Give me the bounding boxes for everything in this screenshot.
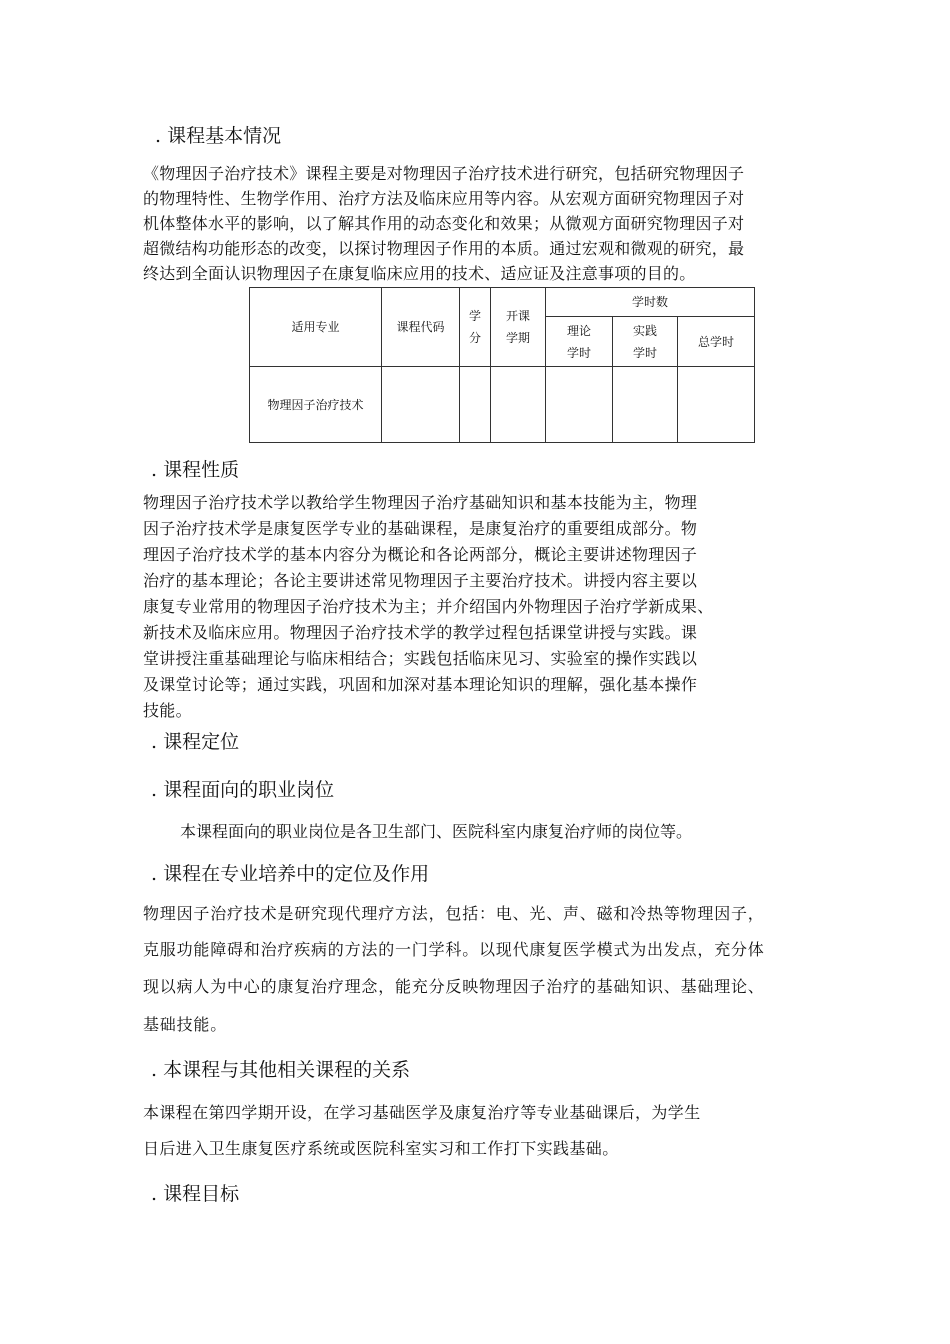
paragraph-line: 的物理特性、生物学作用、治疗方法及临床应用等内容。从宏观方面研究物理因子对 xyxy=(143,189,745,208)
paragraph-line: 基础技能。 xyxy=(143,1015,228,1034)
section-title-goals: . 课程目标 xyxy=(151,1183,240,1205)
paragraph-line: 《物理因子治疗技术》课程主要是对物理因子治疗技术进行研究，包括研究物理因子 xyxy=(143,164,745,183)
paragraph-line: 堂讲授注重基础理论与临床相结合；实践包括临床见习、实验室的操作实践以 xyxy=(143,649,698,668)
paragraph-line: 机体整体水平的影响，以了解其作用的动态变化和效果；从微观方面研究物理因子对 xyxy=(143,214,745,233)
cell-course-code xyxy=(382,367,460,443)
paragraph-line: 本课程面向的职业岗位是各卫生部门、医院科室内康复治疗师的岗位等。 xyxy=(180,822,693,841)
section-title-role: . 课程在专业培养中的定位及作用 xyxy=(151,863,430,885)
paragraph-line: 理因子治疗技术学的基本内容分为概论和各论两部分，概论主要讲述物理因子 xyxy=(143,545,698,564)
paragraph-line: 物理因子治疗技术是研究现代理疗方法，包括：电、光、声、磁和冷热等物理因子， xyxy=(143,904,765,923)
header-total-hours: 总学时 xyxy=(678,317,755,367)
paragraph-line: 终达到全面认识物理因子在康复临床应用的技术、适应证及注意事项的目的。 xyxy=(143,264,696,283)
section-title-career: . 课程面向的职业岗位 xyxy=(151,779,335,801)
header-theory-hours: 理论 学时 xyxy=(546,317,613,367)
cell-total-hours xyxy=(678,367,755,443)
cell-term xyxy=(491,367,546,443)
header-credit: 学 分 xyxy=(460,288,491,367)
paragraph-line: 物理因子治疗技术学以教给学生物理因子治疗基础知识和基本技能为主，物理 xyxy=(143,493,698,512)
cell-theory-hours xyxy=(546,367,613,443)
header-major: 适用专业 xyxy=(250,288,382,367)
paragraph-line: 康复专业常用的物理因子治疗技术为主；并介绍国内外物理因子治疗学新成果、 xyxy=(143,597,714,616)
paragraph-line: 超微结构功能形态的改变，以探讨物理因子作用的本质。通过宏观和微观的研究，最 xyxy=(143,239,745,258)
header-term: 开课 学期 xyxy=(491,288,546,367)
cell-practice-hours xyxy=(613,367,678,443)
header-course-code: 课程代码 xyxy=(382,288,460,367)
section-title-nature: . 课程性质 xyxy=(151,459,240,481)
section-title-positioning: . 课程定位 xyxy=(151,731,240,753)
paragraph-line: 因子治疗技术学是康复医学专业的基础课程，是康复治疗的重要组成部分。物 xyxy=(143,519,698,538)
section-title-basic-info: . 课程基本情况 xyxy=(155,125,282,147)
paragraph-line: 及课堂讨论等；通过实践，巩固和加深对基本理论知识的理解，强化基本操作 xyxy=(143,675,698,694)
paragraph-line: 克服功能障碍和治疗疾病的方法的一门学科。以现代康复医学模式为出发点，充分体 xyxy=(143,940,765,959)
cell-credit xyxy=(460,367,491,443)
paragraph-line: 技能。 xyxy=(143,701,192,720)
paragraph-line: 新技术及临床应用。物理因子治疗技术学的教学过程包括课堂讲授与实践。课 xyxy=(143,623,698,642)
paragraph-line: 治疗的基本理论；各论主要讲述常见物理因子主要治疗技术。讲授内容主要以 xyxy=(143,571,698,590)
cell-major: 物理因子治疗技术 xyxy=(250,367,382,443)
header-practice-hours: 实践 学时 xyxy=(613,317,678,367)
paragraph-line: 日后进入卫生康复医疗系统或医院科室实习和工作打下实践基础。 xyxy=(143,1139,619,1158)
paragraph-line: 现以病人为中心的康复治疗理念，能充分反映物理因子治疗的基础知识、基础理论、 xyxy=(143,977,765,996)
course-info-table xyxy=(249,287,755,443)
header-hours: 学时数 xyxy=(546,288,755,317)
section-title-relations: . 本课程与其他相关课程的关系 xyxy=(151,1059,411,1081)
paragraph-line: 本课程在第四学期开设，在学习基础医学及康复治疗等专业基础课后，为学生 xyxy=(143,1103,701,1122)
